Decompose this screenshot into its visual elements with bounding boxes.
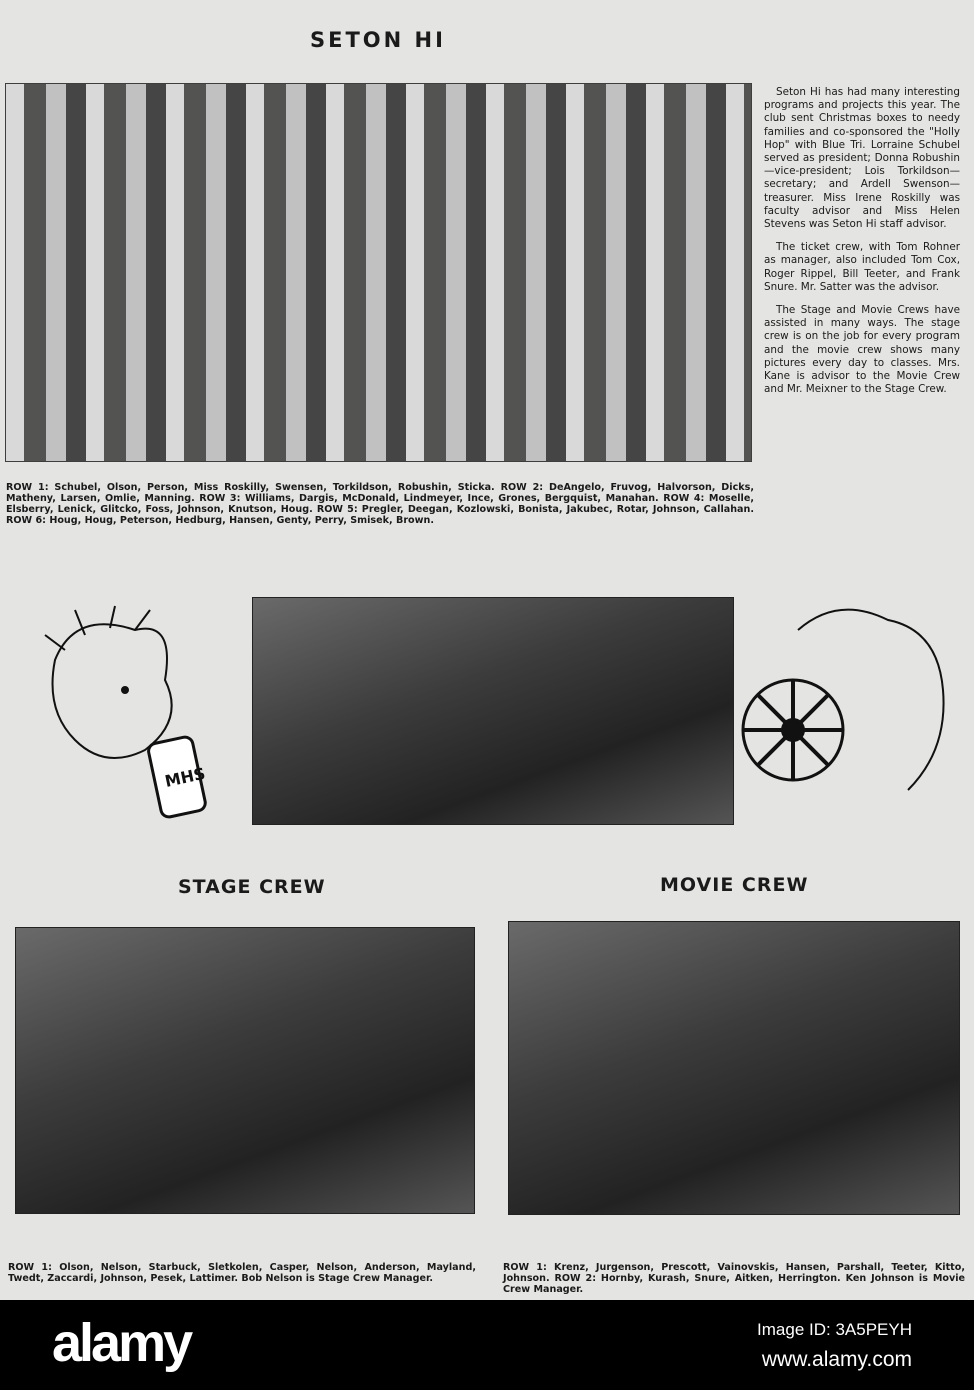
alamy-url: www.alamy.com xyxy=(761,1348,912,1371)
article-paragraph: The Stage and Movie Crews have assisted in many ways. The stage crew is on the job for every program and the movie crew shows many pictures every day to classes. Mrs. Kane is advisor to the Movie Crew and Mr. Meixner to the Stage Crew. xyxy=(764,304,960,396)
image-id: Image ID: 3A5PEYH xyxy=(757,1320,912,1339)
article-paragraph: Seton Hi has had many interesting programs and projects this year. The club sent Christmas boxes to needy families and co-sponsored the "Holly Hop" with Blue Tri. Lorraine Schubel served as president; Donna Robushin—vice-president; Lois Torkildson—secretary; and Ardell Swenson—treasurer. Miss Irene Roskilly was faculty advisor and Miss Helen Stevens was Seton Hi staff advisor. xyxy=(764,86,960,231)
movie-crew-photo xyxy=(508,921,960,1215)
watermark-footer xyxy=(0,1300,974,1390)
stage-crew-caption: ROW 1: Olson, Nelson, Starbuck, Sletkolen, Casper, Nelson, Anderson, Mayland, Twedt, Zaccardi, Johnson, Pesek, Lattimer. Bob Nelson is Stage Crew Manager. xyxy=(8,1262,476,1284)
article-paragraph: The ticket crew, with Tom Rohner as manager, also included Tom Cox, Roger Rippel, Bill Teeter, and Frank Snure. Mr. Satter was the advisor. xyxy=(764,241,960,293)
alamy-logo: alamy xyxy=(52,1313,191,1373)
page-title: SETON HI xyxy=(310,28,446,52)
seton-hi-group-photo xyxy=(5,83,752,462)
crew-streamers-photo xyxy=(252,597,734,825)
cartoon-boy-film-reel xyxy=(738,600,963,835)
cartoon-mhs-label: MHS xyxy=(163,763,208,791)
stage-crew-photo xyxy=(15,927,475,1214)
stage-crew-heading: STAGE CREW xyxy=(178,876,326,898)
group-photo-caption: ROW 1: Schubel, Olson, Person, Miss Roskilly, Swensen, Torkildson, Robushin, Sticka. ROW 2: DeAngelo, Fruvog, Halvorson, Dicks, Matheny, Larsen, Omlie, Manning. ROW 3: Williams, Dargis, McDonald, Lindmeyer, Ince, Grones, Bergquist, Manahan. ROW 4: Moselle, Elsberry, Lenick, Glitcko, Foss, Johnson, Knutson, Houg. ROW 5: Pregler, Deegan, Kozlowski, Bonista, Jakubec, Rotar, Johnson, Callahan. ROW 6: Houg, Houg, Peterson, Hedburg, Hansen, Genty, Perry, Smisek, Brown. xyxy=(6,482,754,526)
movie-crew-caption: ROW 1: Krenz, Jurgenson, Prescott, Vainovskis, Hansen, Parshall, Teeter, Kitto, Johnson. ROW 2: Hornby, Kurash, Snure, Aitken, Herrington. Ken Johnson is Movie Crew Manager. xyxy=(503,1262,965,1295)
cartoon-boy-microphone xyxy=(15,600,240,835)
article-text xyxy=(764,86,960,406)
movie-crew-heading: MOVIE CREW xyxy=(660,874,809,896)
